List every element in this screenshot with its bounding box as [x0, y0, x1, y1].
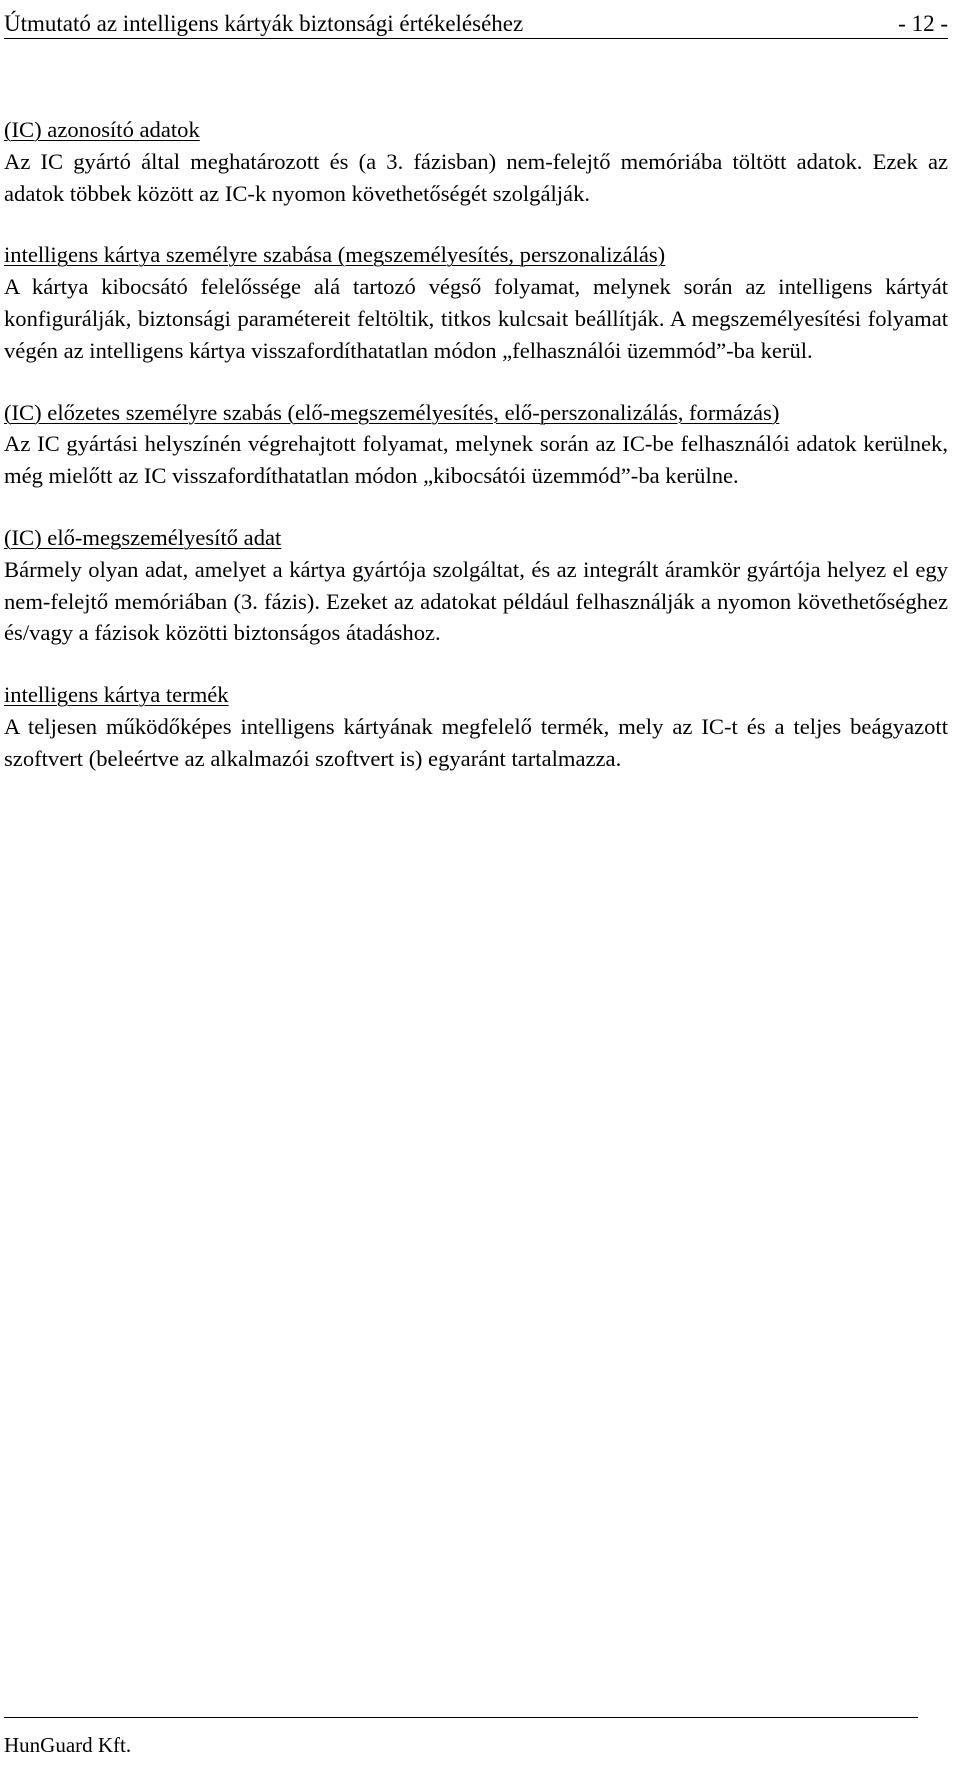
glossary-entry-ic-pre-personalization: [4, 397, 948, 492]
entry-definition: Bármely olyan adat, amelyet a kártya gyártója szolgáltat, és az integrált áramkör gyártója helyez el egy nem-felejtő memóriában (3. fázis). Ezeket az adatokat például felhasználják a nyomon követhetőséghez és/vagy a fázisok közötti biztonságos átadáshoz.: [4, 556, 948, 646]
entry-definition: Az IC gyártó által meghatározott és (a 3. fázisban) nem-felejtő memóriába töltött adatok. Ezek az adatok többek között az IC-k nyomon követhetőségét szolgálják.: [4, 148, 948, 206]
page-header: [4, 6, 948, 39]
entry-term: (IC) azonosító adatok: [4, 117, 200, 142]
glossary-entry-smart-card-product: [4, 679, 948, 774]
entry-term: (IC) előzetes személyre szabás (elő-megszemélyesítés, elő-perszonalizálás, formázás): [4, 399, 780, 425]
footer-company: HunGuard Kft.: [4, 1733, 132, 1757]
glossary-content: [4, 114, 948, 805]
glossary-entry-ic-pre-personalization-data: [4, 522, 948, 649]
entry-definition: A kártya kibocsátó felelőssége alá tartozó végső folyamat, melynek során az intelligens kártyát konfigurálják, biztonsági paramétereit feltöltik, titkos kulcsait beállítják. A megszemélyesítési folyamat végén az intelligens kártya visszafordíthatatlan módon „felhasználói üzemmód”-ba kerül.: [4, 274, 948, 363]
entry-term: intelligens kártya termék: [4, 682, 229, 708]
document-page: [4, 0, 952, 1766]
header-title: Útmutató az intelligens kártyák biztonsági értékeléséhez: [4, 11, 524, 36]
page-number: - 12 -: [898, 11, 948, 36]
entry-term: intelligens kártya személyre szabása (megszemélyesítés, perszonalizálás): [4, 242, 666, 268]
footer-divider: [4, 1717, 918, 1718]
entry-definition: A teljesen működőképes intelligens kártyának megfelelő termék, mely az IC-t és a teljes beágyazott szoftvert (beleértve az alkalmazói szoftvert is) egyaránt tartalmazza.: [4, 713, 948, 771]
page-footer: [4, 1717, 948, 1758]
glossary-entry-card-personalization: [4, 239, 948, 366]
entry-definition: Az IC gyártási helyszínén végrehajtott folyamat, melynek során az IC-be felhasználói adatok kerülnek, még mielőtt az IC visszafordíthatatlan módon „kibocsátói üzemmód”-ba kerülne.: [4, 431, 948, 489]
entry-term: (IC) elő-megszemélyesítő adat: [4, 524, 282, 550]
glossary-entry-ic-identification-data: [4, 114, 948, 209]
